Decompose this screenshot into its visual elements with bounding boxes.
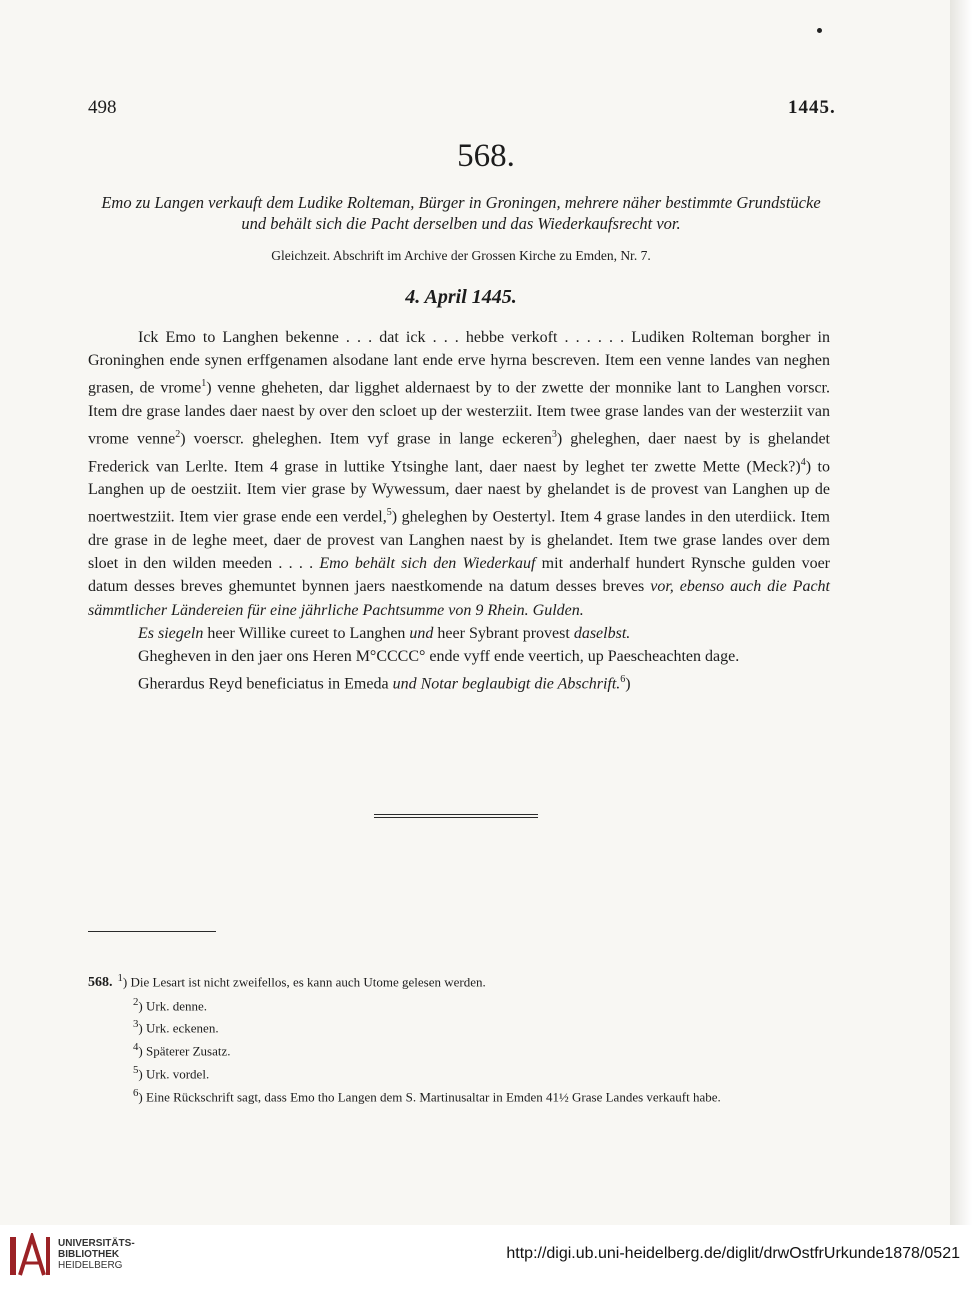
charter-paragraph: Es siegeln heer Willike cureet to Langhen und heer Sybrant provest daselbst. [138, 624, 631, 642]
logo-text-line: UNIVERSITÄTS- [58, 1238, 135, 1249]
document-number: 568. [457, 138, 515, 174]
end-rule-bottom [374, 817, 538, 818]
footnotes [88, 969, 824, 1106]
document-title: Emo zu Langen verkauft dem Ludike Rolteman, Bürger in Groningen, mehrere näher bestimmte Grundstücke und behält sich die Pacht derselben und das Wiederkaufsrecht vor. [101, 193, 821, 233]
source-note: Gleichzeit. Abschrift im Archive der Grossen Kirche zu Emden, Nr. 7. [271, 248, 651, 263]
charter-paragraph: Ick Emo to Langhen bekenne . . . dat ick . . . hebbe verkoft . . . . . . Ludiken Rolteman borgher in Groninghen ende synen erffgenamen alsodane lant ende erve hyrna bescreven. Item een venne landes van neghen grasen, de vrome$^1$) venne gheheten, dar ligghet aldernaest by to der zwette der monnike lant to Langhen vorscr. Item dre grase landes daer naest by over den scloet up der westerziit. Item twee grase landes van der westerziit van vrome venne$^2$) voerscr. gheleghen. Item vyf grase in lange eckeren$^3$) gheleghen, daer naest by is ghelandet Frederick van Lerlte. Item 4 grase in luttike Ytsinghe lant, daer naest by leghet ter zwette Mette (Meck?)$^4$) to Langhen up de oestziit. Item vier grase by Wywessum, daer naest by ghelandet is de provest van Langhen up de noertwestziit. Item vier grase ende een verdel,$^5$) gheleghen by Oestertyl. Item 4 grase landes in den uterdiick. Item dre grase in de leghe meet, daer de provest van Langhen naest by is ghelandet. Item twe grase landes over dem sloet in den wilden meeden . . . . Emo behält sich den Wiederkauf mit anderhalf hundert Rynsche gulden voer datum desses breves ghemuntet bynnen jaers naestkomende na datum desses breves vor, ebenso auch die Pacht sämmtlicher Ländereien für eine jährliche Pachtsumme von 9 Rhein. Gulden. [88, 329, 831, 619]
footnote-label: 568. [88, 975, 113, 991]
permalink-url[interactable]: http://digi.ub.uni-heidelberg.de/diglit/drwOstfrUrkunde1878/0521 [506, 1245, 960, 1262]
footnote: $^4$) Späterer Zusatz. [133, 1041, 231, 1059]
university-library-logo-icon [8, 1233, 52, 1279]
page-number: 498 [88, 97, 117, 118]
end-rule-top [374, 814, 538, 815]
logo-text-line: HEIDELBERG [58, 1260, 123, 1271]
charter-paragraph: Gherardus Reyd beneficiatus in Emeda und Notar beglaubigt die Abschrift.$^6$) [138, 674, 631, 693]
viewer-footer [0, 1225, 972, 1289]
logo-text-line: BIBLIOTHEK [58, 1249, 120, 1260]
scan-speck [817, 28, 822, 33]
footnote: $^3$) Urk. eckenen. [133, 1018, 219, 1036]
footnote: $^2$) Urk. denne. [133, 995, 208, 1014]
footnote: $^5$) Urk. vordel. [133, 1063, 210, 1082]
footnote: 568. $^1$) Die Lesart ist nicht zweifellos, es kann auch Utome gelesen werden. [88, 972, 486, 991]
charter-text [88, 326, 830, 696]
page-edge-shadow [950, 0, 972, 1225]
footnote: $^6$) Eine Rückschrift sagt, dass Emo tho Langen dem S. Martinusaltar in Emden 41½ Grase Landes verkauft habe. [133, 1086, 721, 1104]
footnote-rule [88, 931, 216, 932]
document-date: 4. April 1445. [405, 286, 517, 308]
charter-paragraph: Ghegheven in den jaer ons Heren M°CCCC° ende vyff ende veertich, up Paescheachten dage. [138, 647, 740, 665]
running-year: 1445. [788, 97, 836, 118]
